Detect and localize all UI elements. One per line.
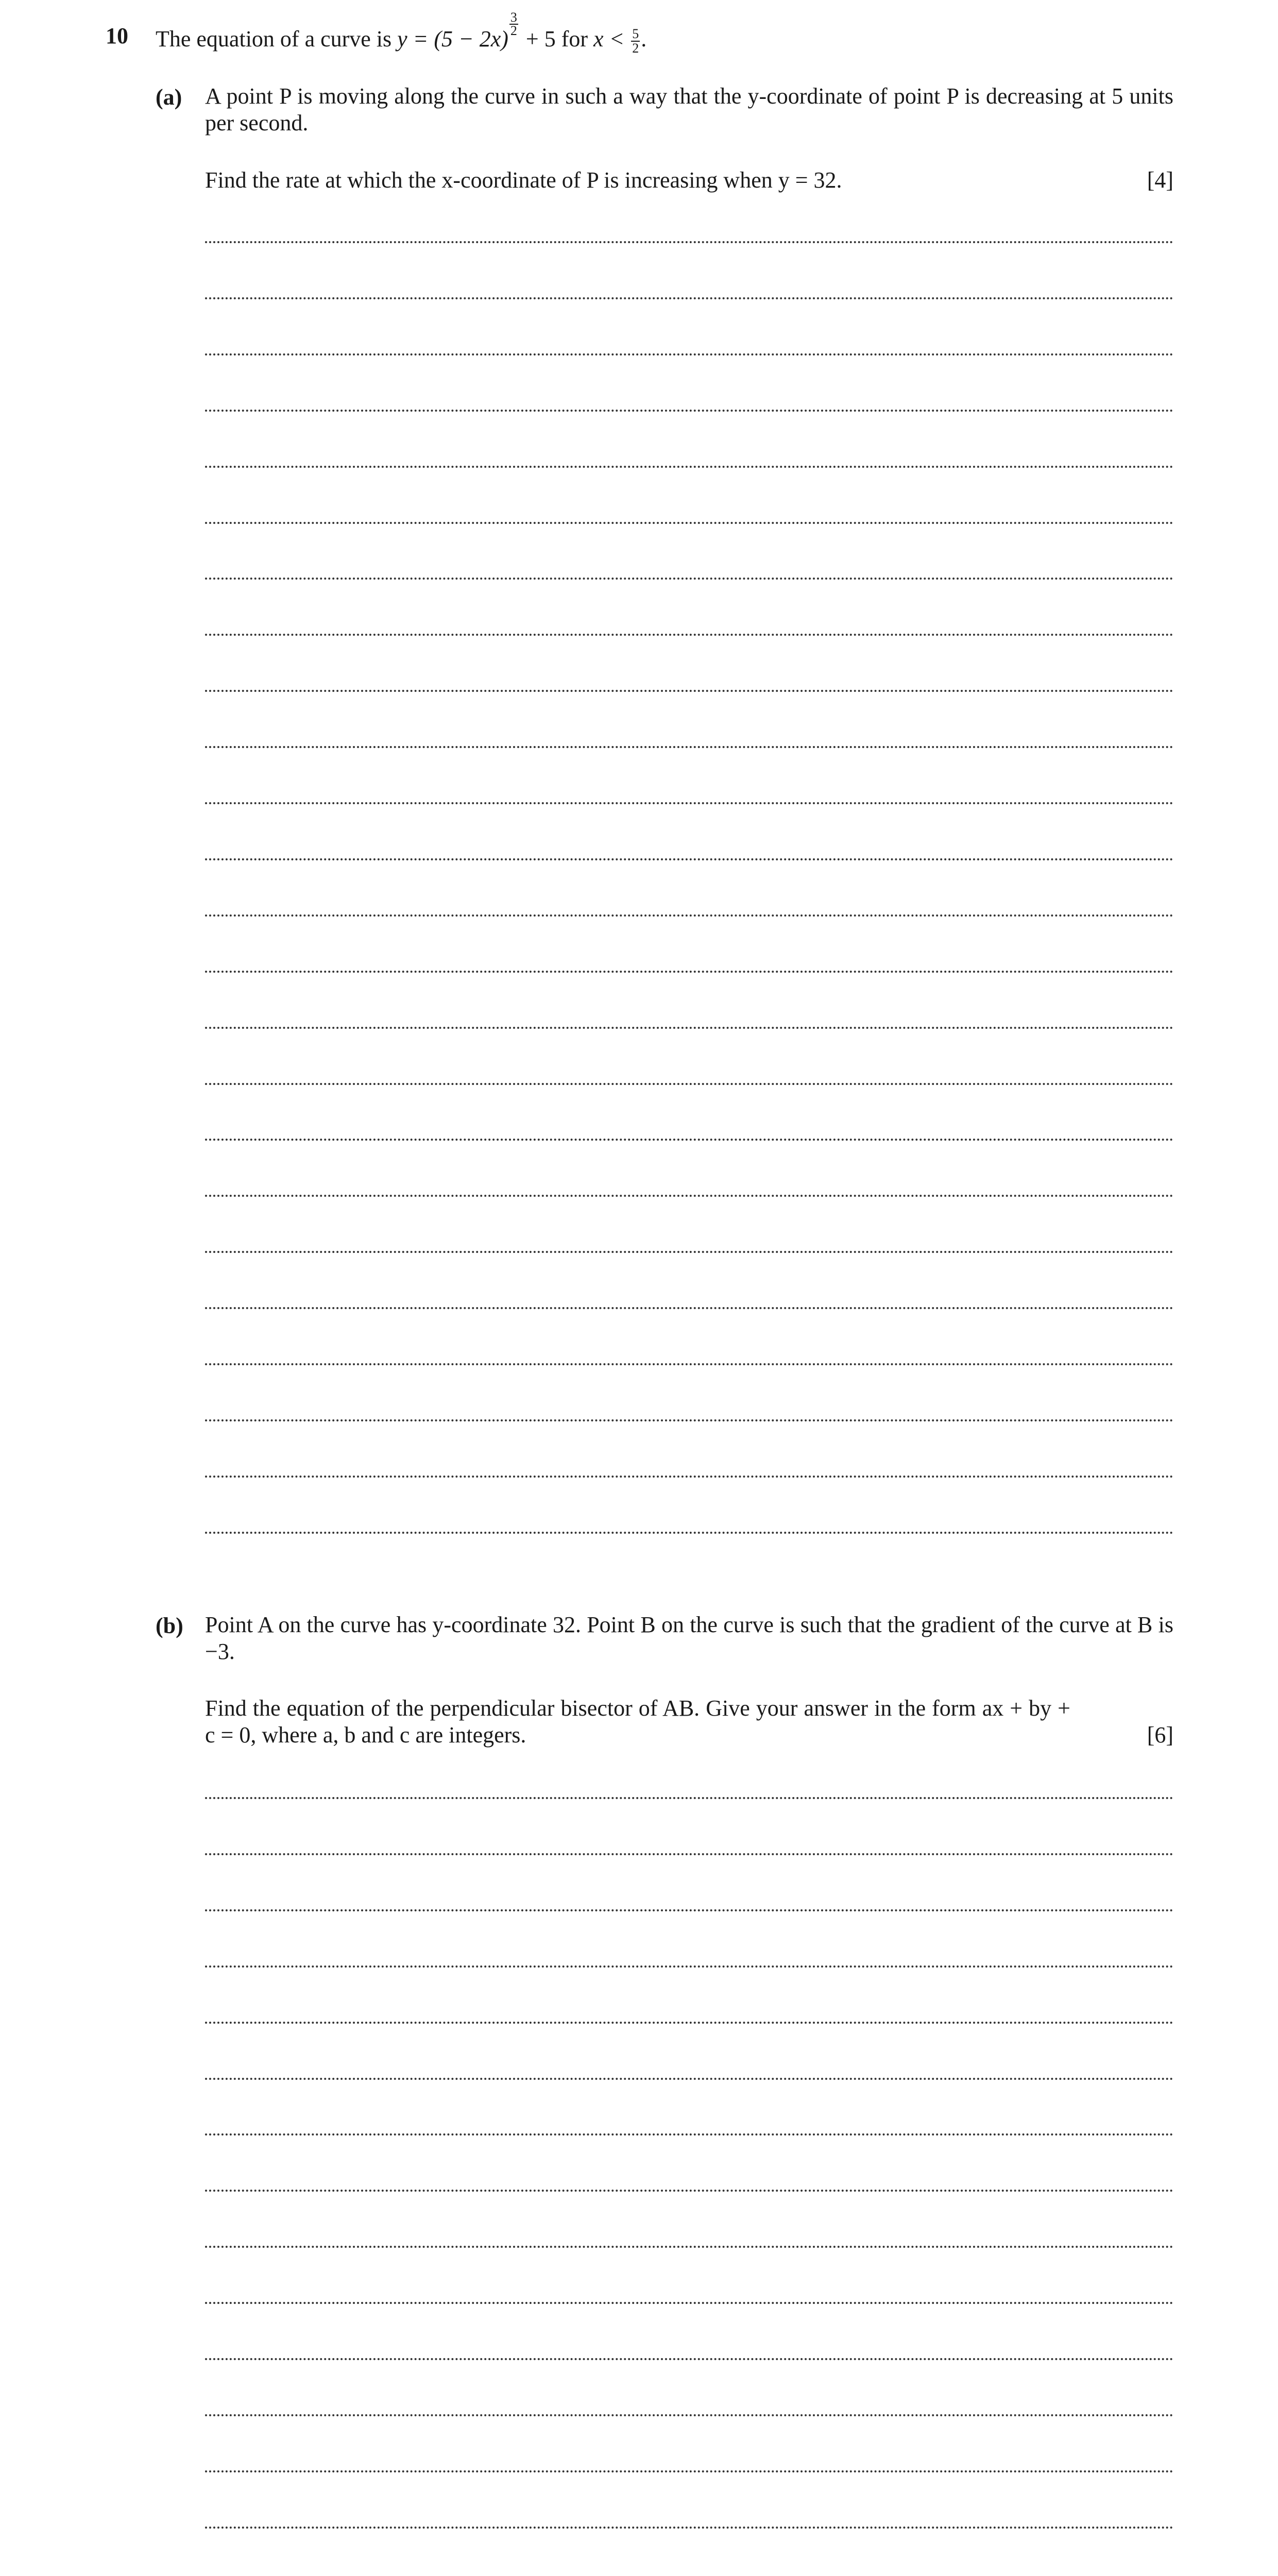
part-b-marks: [6] (1147, 1722, 1173, 1748)
equation-tail: + 5 for (520, 26, 594, 52)
part-b-answer-line[interactable] (205, 2302, 1173, 2304)
part-b-answer-line[interactable] (205, 2470, 1173, 2472)
domain-denominator: 2 (632, 40, 639, 56)
part-a-answer-line[interactable] (205, 1476, 1173, 1478)
part-a-answer-line[interactable] (205, 971, 1173, 973)
part-a-answer-line[interactable] (205, 353, 1173, 355)
question-number: 10 (106, 23, 128, 48)
part-b-text: Point A on the curve has y-coordinate 32. Point B on the curve is such that the gradient of the curve at B is −3. (205, 1612, 1173, 1664)
domain-condition: x < (593, 26, 625, 52)
part-a-answer-line[interactable] (205, 410, 1173, 412)
part-b-answer-line[interactable] (205, 2133, 1173, 2136)
part-b-answer-line[interactable] (205, 2358, 1173, 2360)
part-a-answer-line[interactable] (205, 1139, 1173, 1141)
part-a-answer-line[interactable] (205, 1419, 1173, 1421)
part-b-answer-line[interactable] (205, 1797, 1173, 1799)
exponent-numerator: 3 (510, 10, 517, 25)
part-a-answer-line[interactable] (205, 522, 1173, 524)
part-a-answer-line[interactable] (205, 1195, 1173, 1197)
part-a-label: (a) (156, 84, 182, 110)
part-a-answer-line[interactable] (205, 1027, 1173, 1029)
part-a-task: Find the rate at which the x-coordinate of P is increasing when y = 32. (205, 167, 842, 193)
part-a-answer-line[interactable] (205, 1083, 1173, 1085)
exponent-fraction (509, 11, 518, 37)
part-b-answer-line[interactable] (205, 2246, 1173, 2248)
part-b-answer-line[interactable] (205, 2078, 1173, 2080)
question-stem (156, 10, 647, 56)
part-a-answer-line[interactable] (205, 802, 1173, 804)
part-a-answer-line[interactable] (205, 914, 1173, 917)
exponent-denominator: 2 (510, 23, 517, 38)
part-a-answer-line[interactable] (205, 241, 1173, 243)
part-a-text: A point P is moving along the curve in such a way that the y-coordinate of point P is decreasing at 5 units per second. (205, 83, 1173, 135)
part-b-task: Find the equation of the perpendicular bisector of AB. Give your answer in the form ax + by + c = 0, where a, b and c are integers. (205, 1696, 1070, 1748)
part-b-answer-line[interactable] (205, 2414, 1173, 2416)
part-b-label: (b) (156, 1613, 183, 1638)
part-a-answer-line[interactable] (205, 690, 1173, 692)
curve-equation: y = (5 − 2x) (397, 26, 508, 52)
part-a-answer-line[interactable] (205, 1532, 1173, 1534)
part-b-answer-line[interactable] (205, 1853, 1173, 1855)
part-b-answer-line[interactable] (205, 2022, 1173, 2024)
part-b-answer-line[interactable] (205, 1965, 1173, 1968)
domain-numerator: 5 (632, 26, 639, 41)
part-b-answer-line[interactable] (205, 2527, 1173, 2529)
part-a-answer-line[interactable] (205, 746, 1173, 748)
part-b-answer-line[interactable] (205, 1909, 1173, 1911)
part-b-answer-line[interactable] (205, 2190, 1173, 2192)
part-a-answer-line[interactable] (205, 1307, 1173, 1309)
part-a-answer-line[interactable] (205, 1251, 1173, 1253)
part-a-answer-line[interactable] (205, 297, 1173, 299)
part-a-answer-line[interactable] (205, 634, 1173, 636)
part-a-answer-line[interactable] (205, 578, 1173, 580)
part-a-marks: [4] (1147, 167, 1173, 193)
part-a-answer-line[interactable] (205, 466, 1173, 468)
domain-fraction (631, 27, 640, 55)
part-a-answer-line[interactable] (205, 1363, 1173, 1365)
stem-period: . (641, 26, 647, 52)
part-a-answer-line[interactable] (205, 858, 1173, 860)
stem-prefix: The equation of a curve is (156, 26, 392, 52)
